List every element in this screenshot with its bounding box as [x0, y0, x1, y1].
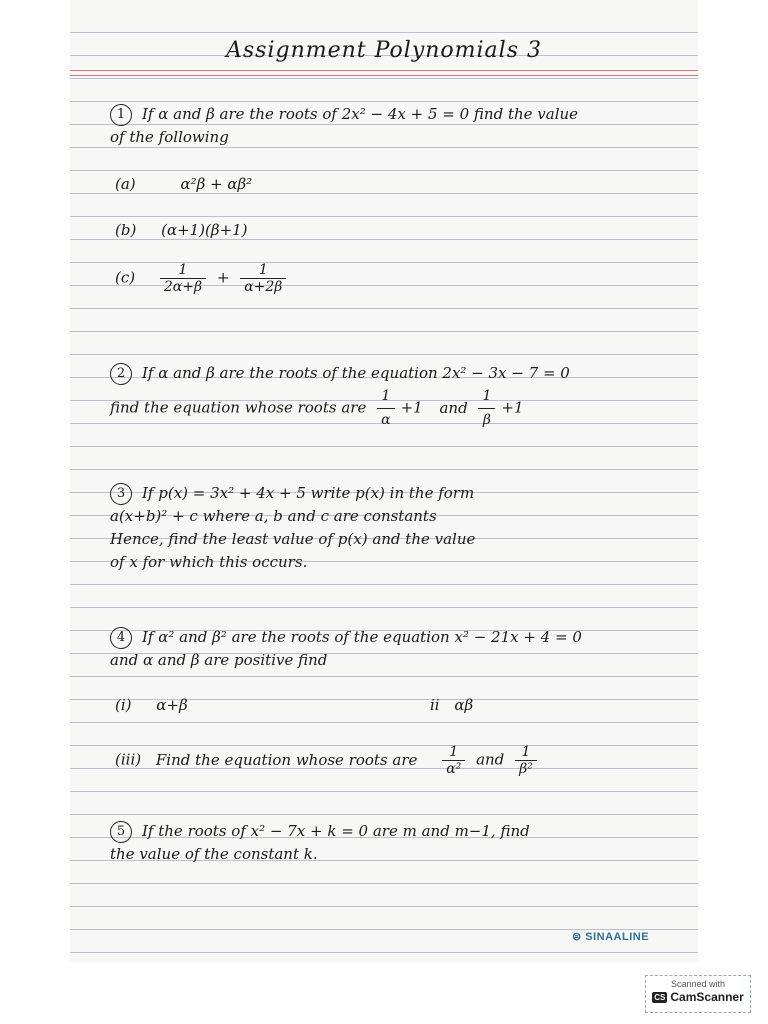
- question-4-part-i: [115, 696, 188, 714]
- denominator: β²: [519, 761, 533, 777]
- question-text: find the equation whose roots are: [110, 398, 367, 417]
- page-title: Assignment Polynomials 3: [225, 38, 542, 63]
- question-text: and α and β are positive find: [110, 651, 328, 669]
- question-3: [110, 482, 475, 574]
- brand-text: SINAALINE: [585, 931, 650, 943]
- numerator: 1: [442, 744, 465, 761]
- numerator: 1: [160, 262, 206, 279]
- denominator: α: [381, 412, 391, 428]
- part-label: (a): [115, 175, 136, 193]
- camscanner-brand: [646, 990, 750, 1004]
- part-text: αβ: [454, 696, 474, 714]
- question-number: 3: [110, 483, 132, 505]
- fraction: [240, 262, 286, 295]
- part-text: (α+1)(β+1): [161, 221, 248, 239]
- part-label: ii: [430, 696, 440, 714]
- question-1-part-a: [115, 175, 252, 193]
- plus-sign: +: [216, 268, 230, 287]
- scanned-with-text: Scanned with: [670, 979, 726, 989]
- question-text: If the roots of x² − 7x + k = 0 are m and m−1, find: [142, 822, 530, 840]
- part-label: (iii): [115, 750, 142, 769]
- question-text: If p(x) = 3x² + 4x + 5 write p(x) in the form: [142, 484, 475, 502]
- top-margin-line: [70, 70, 698, 71]
- question-number: 4: [110, 627, 132, 649]
- question-number: 2: [110, 363, 132, 385]
- question-text: of the following: [110, 128, 229, 146]
- fraction: [515, 744, 537, 777]
- numerator: 1: [478, 385, 495, 409]
- camscanner-logo-icon: CS: [654, 993, 666, 1003]
- part-label: (c): [115, 268, 136, 287]
- question-text: Hence, find the least value of p(x) and the value: [110, 530, 476, 548]
- question-number: 5: [110, 821, 132, 843]
- question-text: If α² and β² are the roots of the equation x² − 21x + 4 = 0: [142, 628, 582, 646]
- numerator: 1: [240, 262, 286, 279]
- top-margin-line-2: [70, 75, 698, 76]
- fraction: [377, 385, 394, 432]
- fraction: [442, 744, 465, 777]
- question-text: the value of the constant k.: [110, 845, 318, 863]
- numerator: 1: [515, 744, 537, 761]
- question-4-part-ii: [430, 696, 473, 714]
- denominator: α²: [446, 761, 462, 777]
- question-number: 1: [110, 104, 132, 126]
- brand-logo-icon: ⊜: [572, 931, 582, 943]
- brand-name: CamScanner: [670, 990, 744, 1004]
- part-text: α+β: [156, 696, 188, 714]
- question-text: If α and β are the roots of the equation 2x² − 3x − 7 = 0: [142, 364, 570, 382]
- part-label: (i): [115, 696, 132, 714]
- question-4-part-iii: [115, 744, 543, 777]
- question-1-part-c: [115, 262, 292, 295]
- question-1-part-b: [115, 221, 248, 239]
- part-label: (b): [115, 221, 137, 239]
- denominator: 2α+β: [163, 279, 203, 295]
- fraction: [160, 262, 206, 295]
- question-2: [110, 362, 570, 432]
- fraction-tail: +1: [400, 398, 423, 417]
- part-text: α²β + αβ²: [180, 175, 253, 193]
- denominator: α+2β: [244, 279, 283, 295]
- and-word: and: [476, 750, 505, 769]
- numerator: 1: [377, 385, 394, 409]
- notebook-brand-watermark: [572, 930, 649, 943]
- question-text: If α and β are the roots of 2x² − 4x + 5 = 0 find the value: [142, 105, 579, 123]
- part-text: Find the equation whose roots are: [155, 750, 418, 769]
- question-4: [110, 626, 582, 672]
- notebook-page: [70, 0, 698, 962]
- question-5: [110, 820, 530, 866]
- and-word: and: [439, 398, 468, 417]
- denominator: β: [482, 412, 491, 428]
- camscanner-badge: [645, 975, 751, 1013]
- question-text: of x for which this occurs.: [110, 553, 308, 571]
- question-1: [110, 103, 578, 149]
- fraction: [478, 385, 495, 432]
- fraction-tail: +1: [501, 398, 524, 417]
- question-text: a(x+b)² + c where a, b and c are constants: [110, 507, 437, 525]
